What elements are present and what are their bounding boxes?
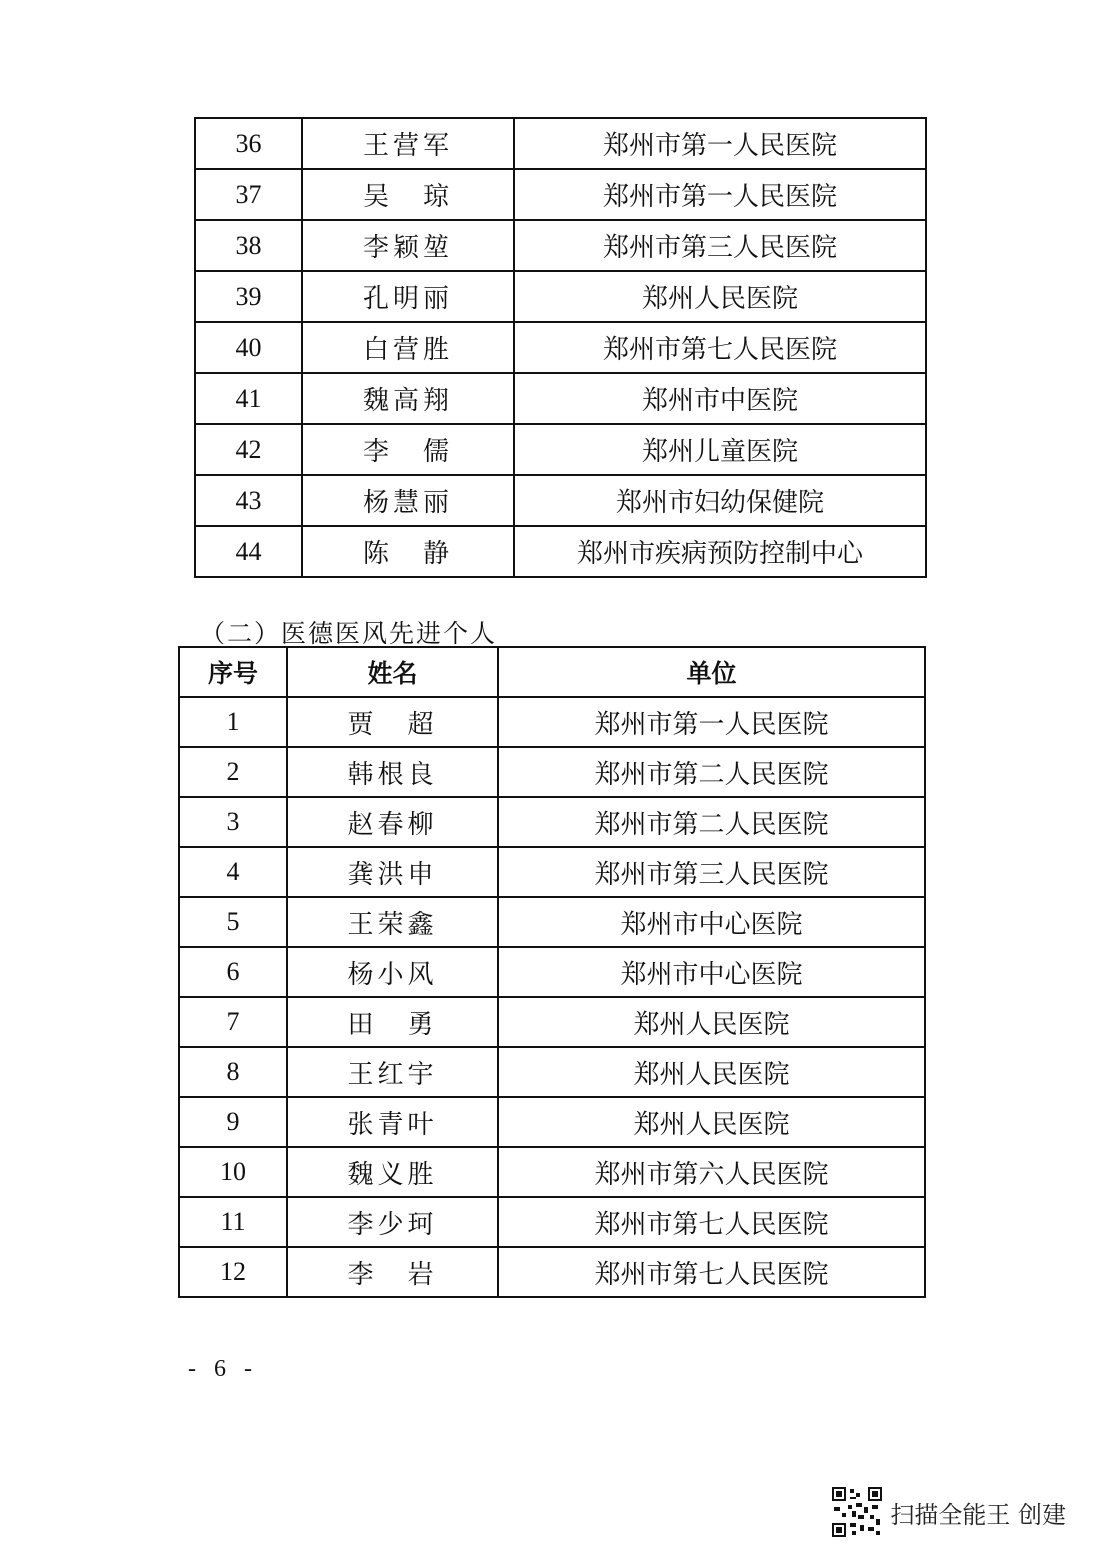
unit-name: 郑州市中医院 <box>514 373 926 424</box>
watermark-text: 扫描全能王 创建 <box>890 1500 1066 1529</box>
row-number: 12 <box>179 1247 287 1297</box>
table-row <box>179 1147 925 1197</box>
person-name: 李颖堃 <box>302 220 514 271</box>
table-row <box>179 1047 925 1097</box>
unit-name: 郑州市第二人民医院 <box>498 797 925 847</box>
unit-name: 郑州市第一人民医院 <box>498 697 925 747</box>
table-row <box>195 526 926 577</box>
unit-name: 郑州市疾病预防控制中心 <box>514 526 926 577</box>
row-number: 37 <box>195 169 302 220</box>
row-number: 39 <box>195 271 302 322</box>
unit-name: 郑州市第七人民医院 <box>498 1247 925 1297</box>
unit-name: 郑州儿童医院 <box>514 424 926 475</box>
row-number: 5 <box>179 897 287 947</box>
person-name: 陈 静 <box>302 526 514 577</box>
row-number: 41 <box>195 373 302 424</box>
medical-ethics-honoree-table <box>178 646 926 1298</box>
column-header-name: 姓名 <box>287 647 498 697</box>
unit-name: 郑州市中心医院 <box>498 947 925 997</box>
table-header-row <box>179 647 925 697</box>
row-number: 3 <box>179 797 287 847</box>
table-row <box>179 1197 925 1247</box>
person-name: 王荣鑫 <box>287 897 498 947</box>
row-number: 9 <box>179 1097 287 1147</box>
person-name: 杨慧丽 <box>302 475 514 526</box>
row-number: 10 <box>179 1147 287 1197</box>
table-row <box>179 747 925 797</box>
section-heading: （二）医德医风先进个人 <box>200 619 498 648</box>
unit-name: 郑州市第三人民医院 <box>514 220 926 271</box>
page-number: - 6 - <box>188 1356 258 1382</box>
person-name: 孔明丽 <box>302 271 514 322</box>
unit-name: 郑州市第七人民医院 <box>498 1197 925 1247</box>
table-row <box>195 118 926 169</box>
person-name: 李 儒 <box>302 424 514 475</box>
table-row <box>195 322 926 373</box>
row-number: 42 <box>195 424 302 475</box>
person-name: 白营胜 <box>302 322 514 373</box>
person-name: 王营军 <box>302 118 514 169</box>
table-row <box>195 220 926 271</box>
unit-name: 郑州人民医院 <box>498 997 925 1047</box>
person-name: 李少珂 <box>287 1197 498 1247</box>
unit-name: 郑州人民医院 <box>498 1097 925 1147</box>
table-row <box>179 1247 925 1297</box>
table-row <box>179 847 925 897</box>
row-number: 40 <box>195 322 302 373</box>
unit-name: 郑州市第七人民医院 <box>514 322 926 373</box>
person-name: 韩根良 <box>287 747 498 797</box>
person-name: 吴 琼 <box>302 169 514 220</box>
row-number: 8 <box>179 1047 287 1097</box>
row-number: 6 <box>179 947 287 997</box>
row-number: 7 <box>179 997 287 1047</box>
unit-name: 郑州市第三人民医院 <box>498 847 925 897</box>
table-row <box>195 169 926 220</box>
column-header-number: 序号 <box>179 647 287 697</box>
table-row <box>179 947 925 997</box>
table-row <box>195 373 926 424</box>
unit-name: 郑州市第一人民医院 <box>514 169 926 220</box>
row-number: 44 <box>195 526 302 577</box>
table-row <box>179 1097 925 1147</box>
person-name: 王红宇 <box>287 1047 498 1097</box>
person-name: 赵春柳 <box>287 797 498 847</box>
unit-name: 郑州市第二人民医院 <box>498 747 925 797</box>
person-name: 田 勇 <box>287 997 498 1047</box>
person-name: 贾 超 <box>287 697 498 747</box>
row-number: 38 <box>195 220 302 271</box>
unit-name: 郑州人民医院 <box>498 1047 925 1097</box>
continued-honoree-table <box>194 117 927 578</box>
column-header-unit: 单位 <box>498 647 925 697</box>
row-number: 43 <box>195 475 302 526</box>
table-row <box>179 697 925 747</box>
person-name: 魏义胜 <box>287 1147 498 1197</box>
unit-name: 郑州市妇幼保健院 <box>514 475 926 526</box>
person-name: 李 岩 <box>287 1247 498 1297</box>
table-row <box>179 997 925 1047</box>
table-row <box>179 897 925 947</box>
unit-name: 郑州市第一人民医院 <box>514 118 926 169</box>
unit-name: 郑州市第六人民医院 <box>498 1147 925 1197</box>
table-row <box>179 797 925 847</box>
qr-code-icon <box>832 1487 882 1537</box>
person-name: 龚洪申 <box>287 847 498 897</box>
person-name: 张青叶 <box>287 1097 498 1147</box>
person-name: 魏高翔 <box>302 373 514 424</box>
scanner-watermark <box>832 1487 1066 1537</box>
table-row <box>195 424 926 475</box>
person-name: 杨小风 <box>287 947 498 997</box>
row-number: 1 <box>179 697 287 747</box>
row-number: 11 <box>179 1197 287 1247</box>
table-row <box>195 271 926 322</box>
table-row <box>195 475 926 526</box>
unit-name: 郑州市中心医院 <box>498 897 925 947</box>
unit-name: 郑州人民医院 <box>514 271 926 322</box>
row-number: 2 <box>179 747 287 797</box>
row-number: 4 <box>179 847 287 897</box>
row-number: 36 <box>195 118 302 169</box>
